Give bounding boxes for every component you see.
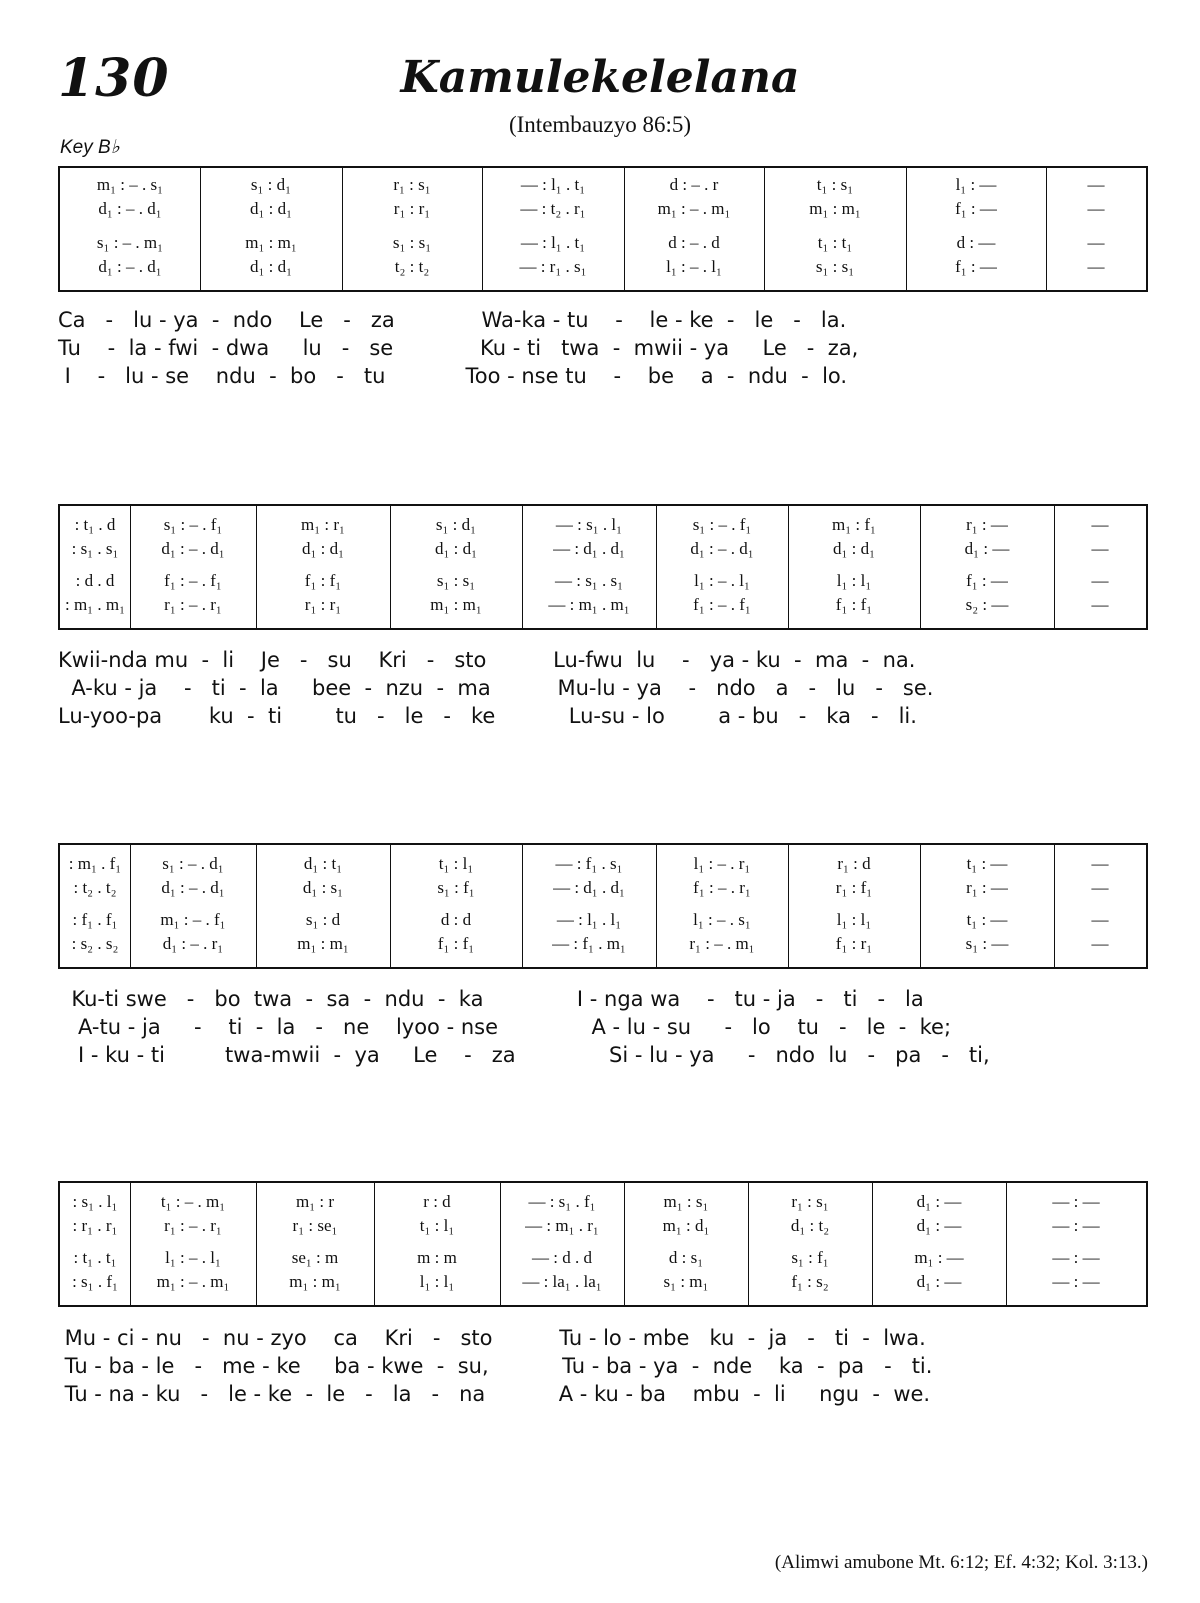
solfa-cell: s₂ : — (965, 595, 1009, 614)
solfa-cell: — : f₁ . s₁ (555, 854, 623, 873)
solfa-cell: : d . d (75, 571, 115, 590)
solfa-cell: r : d (423, 1192, 451, 1211)
lyric-verse-2: A-ku - ja - ti - la bee - nzu - ma Mu-lu - ya - ndo a - lu - se. (58, 676, 934, 700)
solfa-cell: d₁ : – . d₁ (98, 257, 162, 276)
solfa-row-alto (60, 538, 1146, 560)
solfa-cell: — : — (1052, 1272, 1100, 1291)
solfa-cell: s₁ : d (305, 910, 341, 929)
solfa-cell: m₁ : – . m₁ (657, 199, 731, 218)
solfa-cell: — : l₁ . l₁ (556, 910, 622, 929)
hymn-number: 130 (58, 48, 170, 109)
solfa-cell: d₁ : t₁ (303, 854, 343, 873)
solfa-cell: — : la₁ . la₁ (522, 1272, 602, 1291)
solfa-cell: m₁ : r (295, 1192, 335, 1211)
lyric-verse-3: I - lu - se ndu - bo - tu Too - nse tu - be a - ndu - lo. (58, 364, 848, 388)
solfa-cell: — : — (1052, 1192, 1100, 1211)
lyric-verse-2: Tu - ba - le - me - ke ba - kwe - su, Tu - ba - ya - nde ka - pa - ti. (58, 1354, 933, 1378)
solfa-cell: d₁ : – . d₁ (161, 878, 225, 897)
solfa-cell: s₁ : s₁ (392, 233, 432, 252)
lyric-verse-1: Ca - lu - ya - ndo Le - za Wa-ka - tu - le - ke - le - la. (58, 308, 847, 332)
solfa-cell: l₁ : – . s₁ (693, 910, 751, 929)
solfa-cell: s₁ : – . f₁ (692, 515, 752, 534)
solfa-cell: : m₁ . m₁ (64, 595, 126, 614)
solfa-cell: l₁ : – . l₁ (165, 1248, 221, 1267)
solfa-cell: m₁ : – . m₁ (156, 1272, 230, 1291)
solfa-cell: r₁ : s₁ (791, 1192, 829, 1211)
solfa-cell: d : — (956, 233, 996, 252)
solfa-cell: — (1091, 878, 1109, 897)
solfa-cell: s₁ : s₁ (436, 571, 476, 590)
solfa-cell: f₁ : — (955, 199, 997, 218)
solfa-cell: d₁ : — (916, 1216, 962, 1235)
solfa-cell: — (1087, 257, 1105, 276)
solfa-cell: — (1091, 595, 1109, 614)
solfa-cell: — (1091, 910, 1109, 929)
solfa-cell: — : f₁ . m₁ (552, 934, 626, 953)
solfa-cell: d₁ : – . d₁ (690, 539, 754, 558)
solfa-cell: — : — (1052, 1216, 1100, 1235)
solfa-cell: s₁ : – . d₁ (162, 854, 224, 873)
solfa-row-tenor (60, 232, 1146, 254)
solfa-cell: s₁ : f₁ (791, 1248, 829, 1267)
lyric-verse-2: A-tu - ja - ti - la - ne lyoo - nse A - lu - su - lo tu - le - ke; (58, 1015, 952, 1039)
music-system-3 (58, 843, 1148, 969)
solfa-cell: r₁ : f₁ (835, 878, 873, 897)
solfa-cell: t₂ : t₂ (394, 257, 430, 276)
solfa-cell: m₁ : d₁ (662, 1216, 710, 1235)
solfa-cell: d₁ : s₁ (302, 878, 344, 897)
solfa-row-soprano (60, 853, 1146, 875)
solfa-cell: d : – . r (669, 175, 719, 194)
solfa-cell: t₁ : l₁ (438, 854, 474, 873)
solfa-cell: f₁ : – . r₁ (693, 878, 751, 897)
solfa-cell: d₁ : d₁ (832, 539, 876, 558)
solfa-cell: d₁ : d₁ (434, 539, 478, 558)
solfa-cell: l₁ : – . l₁ (666, 257, 722, 276)
solfa-cell: r₁ : – . r₁ (164, 595, 222, 614)
solfa-cell: : m₁ . f₁ (68, 854, 122, 873)
solfa-row-alto (60, 1215, 1146, 1237)
lyric-verse-3: Lu-yoo-pa ku - ti tu - le - ke Lu-su - lo a - bu - ka - li. (58, 704, 917, 728)
solfa-row-soprano (60, 174, 1146, 196)
solfa-row-tenor (60, 570, 1146, 592)
solfa-cell: : f₁ . f₁ (72, 910, 118, 929)
solfa-cell: s₁ : f₁ (437, 878, 475, 897)
solfa-cell: d : d (440, 910, 472, 929)
lyric-verse-1: Kwii-nda mu - li Je - su Kri - sto Lu-fwu lu - ya - ku - ma - na. (58, 648, 916, 672)
solfa-cell: s₁ : — (965, 934, 1009, 953)
solfa-cell: — : d₁ . d₁ (553, 539, 625, 558)
solfa-cell: t₁ : t₁ (817, 233, 853, 252)
lyric-verse-1: Ku-ti swe - bo twa - sa - ndu - ka I - nga wa - tu - ja - ti - la (58, 987, 924, 1011)
solfa-cell: f₁ : f₁ (835, 595, 873, 614)
scripture-reference-footnote: (Alimwi amubone Mt. 6:12; Ef. 4:32; Kol. 3:13.) (774, 1552, 1148, 1573)
solfa-cell: r₁ : — (966, 878, 1008, 897)
solfa-cell: f₁ : r₁ (835, 934, 873, 953)
solfa-cell: d₁ : — (916, 1272, 962, 1291)
solfa-cell: m₁ : – . s₁ (96, 175, 164, 194)
solfa-cell: — : s₁ . s₁ (554, 571, 624, 590)
solfa-cell: — : d₁ . d₁ (553, 878, 625, 897)
solfa-cell: — : t₂ . r₁ (520, 199, 586, 218)
solfa-cell: l₁ : l₁ (836, 910, 872, 929)
solfa-cell: f₁ : – . f₁ (693, 595, 751, 614)
solfa-cell: t₁ : s₁ (816, 175, 854, 194)
solfa-cell: r₁ : r₁ (304, 595, 342, 614)
solfa-cell: d₁ : — (916, 1192, 962, 1211)
solfa-cell: — (1091, 539, 1109, 558)
hymn-title: Kamulekelelana (400, 52, 800, 103)
solfa-cell: m₁ : m₁ (297, 934, 349, 953)
solfa-cell: l₁ : l₁ (836, 571, 872, 590)
solfa-cell: d₁ : — (964, 539, 1010, 558)
solfa-cell: d₁ : d₁ (249, 257, 293, 276)
solfa-cell: l₁ : — (955, 175, 997, 194)
solfa-cell: — (1091, 854, 1109, 873)
solfa-cell: t₁ : — (966, 854, 1008, 873)
solfa-cell: — : l₁ . t₁ (520, 233, 586, 252)
music-system-2 (58, 504, 1148, 630)
key-signature: Key B♭ (60, 137, 120, 158)
solfa-cell: d₁ : – . d₁ (98, 199, 162, 218)
solfa-cell: : s₁ . f₁ (72, 1272, 118, 1291)
lyric-verse-1: Mu - ci - nu - nu - zyo ca Kri - sto Tu - lo - mbe ku - ja - ti - lwa. (58, 1326, 926, 1350)
solfa-cell: m₁ : s₁ (663, 1192, 709, 1211)
solfa-cell: s₁ : s₁ (815, 257, 855, 276)
solfa-cell: — (1087, 199, 1105, 218)
solfa-cell: r₁ : – . r₁ (164, 1216, 222, 1235)
solfa-cell: — (1087, 175, 1105, 194)
solfa-cell: s₁ : – . m₁ (96, 233, 164, 252)
solfa-cell: f₁ : – . f₁ (164, 571, 222, 590)
solfa-cell: m₁ : m₁ (289, 1272, 341, 1291)
solfa-cell: m : m (417, 1248, 457, 1267)
solfa-cell: r₁ : – . m₁ (689, 934, 755, 953)
solfa-cell: d : s₁ (668, 1248, 704, 1267)
solfa-row-alto (60, 198, 1146, 220)
solfa-cell: t₁ : – . m₁ (160, 1192, 226, 1211)
solfa-row-bass (60, 594, 1146, 616)
solfa-cell: r₁ : d (837, 854, 871, 873)
solfa-cell: s₁ : – . f₁ (163, 515, 223, 534)
solfa-cell: d₁ : d₁ (301, 539, 345, 558)
solfa-cell: f₁ : — (955, 257, 997, 276)
solfa-row-soprano (60, 514, 1146, 536)
solfa-cell: — : s₁ . f₁ (528, 1192, 596, 1211)
lyric-verse-2: Tu - la - fwi - dwa lu - se Ku - ti twa - mwii - ya Le - za, (58, 336, 859, 360)
solfa-cell: — (1091, 934, 1109, 953)
solfa-cell: : t₁ . d (74, 515, 116, 534)
solfa-cell: m₁ : r₁ (301, 515, 345, 534)
solfa-cell: d₁ : t₂ (790, 1216, 830, 1235)
solfa-cell: f₁ : — (966, 571, 1008, 590)
solfa-cell: f₁ : f₁ (304, 571, 342, 590)
solfa-row-tenor (60, 909, 1146, 931)
solfa-cell: — : l₁ . t₁ (520, 175, 586, 194)
solfa-cell: s₁ : m₁ (663, 1272, 709, 1291)
solfa-cell: m₁ : m₁ (430, 595, 482, 614)
solfa-cell: l₁ : – . r₁ (693, 854, 751, 873)
solfa-row-bass (60, 933, 1146, 955)
solfa-cell: — : d . d (532, 1248, 592, 1267)
solfa-cell: d₁ : – . d₁ (161, 539, 225, 558)
solfa-cell: se₁ : m (291, 1248, 339, 1267)
solfa-cell: — (1087, 233, 1105, 252)
hymn-subtitle: (Intembauzyo 86:5) (508, 112, 692, 137)
solfa-cell: r₁ : se₁ (292, 1216, 338, 1235)
solfa-cell: l₁ : l₁ (419, 1272, 455, 1291)
solfa-cell: m₁ : – . f₁ (160, 910, 226, 929)
solfa-cell: m₁ : f₁ (832, 515, 876, 534)
solfa-cell: — : — (1052, 1248, 1100, 1267)
solfa-row-soprano (60, 1191, 1146, 1213)
solfa-cell: : s₁ . l₁ (72, 1192, 118, 1211)
lyric-verse-3: I - ku - ti twa-mwii - ya Le - za Si - lu - ya - ndo lu - pa - ti, (58, 1043, 990, 1067)
solfa-cell: d₁ : d₁ (249, 199, 293, 218)
solfa-cell: s₁ : d₁ (250, 175, 292, 194)
music-system-1 (58, 166, 1148, 292)
solfa-cell: — : m₁ . m₁ (548, 595, 630, 614)
solfa-cell: — (1091, 515, 1109, 534)
solfa-cell: f₁ : s₂ (791, 1272, 829, 1291)
solfa-cell: d₁ : – . r₁ (162, 934, 224, 953)
solfa-cell: r₁ : s₁ (393, 175, 431, 194)
solfa-cell: d : – . d (668, 233, 720, 252)
solfa-cell: m₁ : m₁ (245, 233, 297, 252)
solfa-cell: m₁ : m₁ (809, 199, 861, 218)
solfa-row-bass (60, 256, 1146, 278)
solfa-cell: r₁ : r₁ (393, 199, 431, 218)
lyric-verse-3: Tu - na - ku - le - ke - le - la - na A - ku - ba mbu - li ngu - we. (58, 1382, 931, 1406)
solfa-row-alto (60, 877, 1146, 899)
solfa-cell: : r₁ . r₁ (72, 1216, 118, 1235)
solfa-row-bass (60, 1271, 1146, 1293)
solfa-cell: r₁ : — (966, 515, 1008, 534)
solfa-cell: m₁ : — (914, 1248, 964, 1267)
solfa-cell: t₁ : l₁ (419, 1216, 455, 1235)
solfa-cell: l₁ : – . l₁ (694, 571, 750, 590)
solfa-cell: : t₁ . t₁ (73, 1248, 117, 1267)
solfa-cell: : t₂ . t₂ (73, 878, 117, 897)
solfa-cell: — : s₁ . l₁ (555, 515, 623, 534)
solfa-cell: — (1091, 571, 1109, 590)
solfa-cell: : s₂ . s₂ (71, 934, 119, 953)
music-system-4 (58, 1181, 1148, 1307)
solfa-cell: s₁ : d₁ (435, 515, 477, 534)
solfa-cell: t₁ : — (966, 910, 1008, 929)
solfa-cell: — : r₁ . s₁ (519, 257, 587, 276)
solfa-cell: — : m₁ . r₁ (525, 1216, 599, 1235)
solfa-cell: : s₁ . s₁ (71, 539, 119, 558)
solfa-cell: f₁ : f₁ (437, 934, 475, 953)
solfa-row-tenor (60, 1247, 1146, 1269)
